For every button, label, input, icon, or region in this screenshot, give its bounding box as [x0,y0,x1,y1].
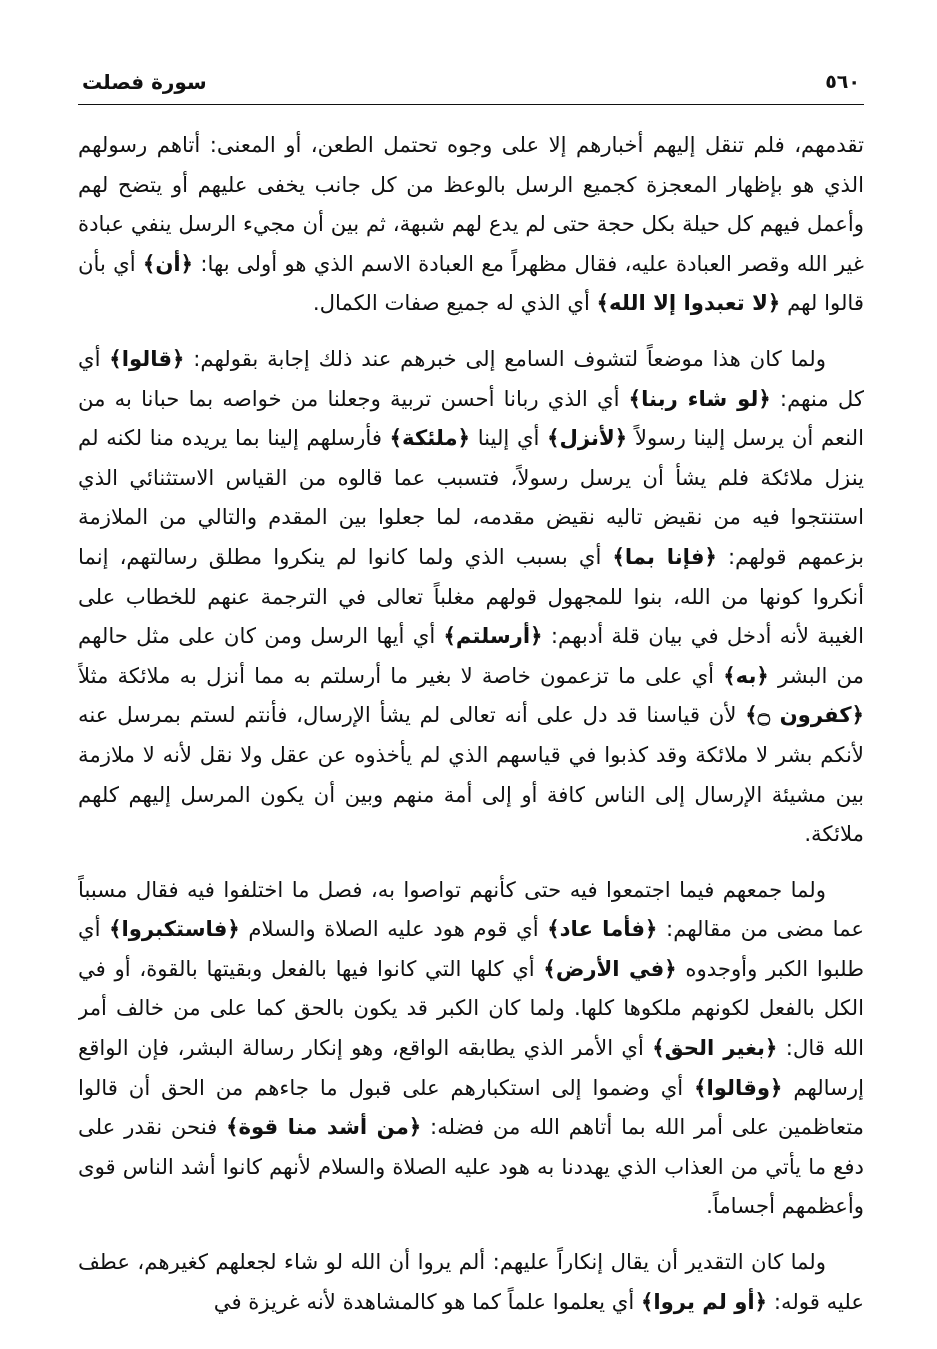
text-segment: ولما كان التقدير أن يقال إنكاراً عليهم: ألم يروا أن الله لو شاء لجعلهم كغيرهم، عطف عليه قوله: [78,1249,864,1314]
text-segment: أي أيها الرسل ومن كان على مثل حالهم من البشر [78,623,864,688]
quran-quote: ﴿به﴾ [723,662,769,688]
surah-title: سورة فصلت [82,70,207,94]
text-segment: أي الذي ربانا أحسن تربية وجعلنا من خواصه بما حبانا به من النعم أن يرسل إلينا رسولاً [78,385,864,451]
quran-quote: ﴿في الأرض﴾ [543,955,677,981]
page-header [78,60,864,105]
text-segment: أي يعلموا علماً كما هو كالمشاهدة لأنه غريزة في [213,1288,641,1314]
text-segment: أي على ما تزعمون خاصة لا بغير ما أرسلتم به مما أنزل به ملائكة مثلاً [78,662,724,688]
text-segment: فنحن نقدر على دفع ما يأتي من العذاب الذي يهددنا به هود عليه الصلاة والسلام لأنهم كانوا أشد الناس قوى وأعظمهم أجساماً. [78,1114,864,1219]
paragraph [78,870,864,1226]
text-segment: ولما جمعهم فيما اجتمعوا فيه حتى كأنهم تواصوا به، فصل ما اختلفوا فيه فقال مسبباً عما مضى من مقالهم: [78,876,864,942]
quran-quote: ﴿كفرون ۝﴾ [745,702,864,728]
text-segment: أي الأمر الذي يطابقه الواقع، وهو إنكار رسالة البشر، فإن الواقع إرسالهم [78,1035,864,1100]
text-segment: ولما كان هذا موضعاً لتشوف السامع إلى خبرهم عند ذلك إجابة بقولهم: [184,345,826,371]
text-segment: أي الذي له جميع صفات الكمال. [312,290,597,316]
quran-quote: ﴿فأما عاد﴾ [547,916,658,942]
quran-quote: ﴿بغير الحق﴾ [652,1035,778,1061]
text-segment: أي وضموا إلى استكبارهم على قبول ما جاءهم من الحق أن قالوا متعاظمين على أمر الله بما أتاهم الله من فضله: [78,1074,864,1140]
paragraph [78,125,864,323]
quran-quote: ﴿من أشد منا قوة﴾ [226,1114,422,1140]
text-segment: أي كلها التي كانوا فيها بالفعل وبقيتها بالقوة، أو في الكل بالفعل لكونهم ملكوها كلها. ولما كان الكبر قد يكون بالحق كما على من خالف أمر الله قال: [78,955,864,1061]
quran-quote: ﴿ملئكة﴾ [389,425,471,451]
text-segment: أي بأن قالوا لهم [78,250,864,316]
text-segment: أي بسبب الذي ولما كانوا لم ينكروا مطلق رسالتهم، إنما أنكروا كونها من الله، بنوا للمجهول قولهم مغلباً تعالى في الترجمة عنهم للخطاب على الغيبة لأنه أدخل في بيان قلة أدبهم: [78,543,864,649]
quran-quote: ﴿فاستكبروا﴾ [109,916,240,942]
commentary-text [78,125,864,1321]
quran-quote: ﴿لأنزل﴾ [547,425,628,451]
text-segment: أي إلينا [470,425,548,451]
paragraph [78,339,864,854]
quran-quote: ﴿أو لم يروا﴾ [640,1288,768,1314]
quran-quote: ﴿قالوا﴾ [109,345,185,371]
text-segment: لأن قياسنا قد دل على أنه تعالى لم يشأ الإرسال، فأنتم لستم بمرسل عنه لأنكم بشر لا ملائكة وقد كذبوا في قياسهم الذي لم يأخذوه عن عقل ولا نقل لأنه لا ملازمة بين مشيئة الإرسال إلى الناس كافة أو إلى أمة منهم وبين أن يكون المرسل إليهم كلهم ملائكة. [78,702,864,847]
text-segment: فأرسلهم إلينا بما يريده منا لكنه لم ينزل ملائكة فلم يشأ أن يرسل رسولاً، فتسبب عما قالوه من القياس الاستثنائي الذي استنتجوا فيه من نقيض تاليه نقيض مقدمه، لما جعلوا بين المقدم والتالي من الملازمة بزعمهم قولهم: [78,425,864,569]
text-segment: أي طلبوا الكبر وأوجدوه [78,916,864,981]
quran-quote: ﴿لو شاء ربنا﴾ [628,385,771,411]
quran-quote: ﴿لا تعبدوا إلا الله﴾ [596,290,781,316]
text-segment: أي قوم هود عليه الصلاة والسلام [239,916,548,942]
quran-quote: ﴿أن﴾ [142,250,194,276]
paragraph [78,1242,864,1321]
book-page [78,60,864,1330]
quran-quote: ﴿أرسلتم﴾ [443,623,543,649]
text-segment: أي كل منهم: [78,345,864,411]
page-number: ٥٦٠ [825,71,860,93]
quran-quote: ﴿فإنا بما﴾ [612,543,717,569]
text-segment: تقدمهم، فلم تنقل إليهم أخبارهم إلا على وجوه تحتمل الطعن، أو المعنى: أتاهم رسولهم الذي هو بإظهار المعجزة كجميع الرسل بالوعظ من كل جانب يخفى عليهم أو يتضح لهم وأعمل فيهم كل حيلة بكل حجة حتى لم يدع لهم شبهة، ثم بين أن مجيء الرسل ينفي عبادة غير الله وقصر العبادة عليه، فقال مظهراً مع العبادة الاسم الذي هو أولى بها: [78,132,864,276]
quran-quote: ﴿وقالوا﴾ [694,1074,783,1100]
